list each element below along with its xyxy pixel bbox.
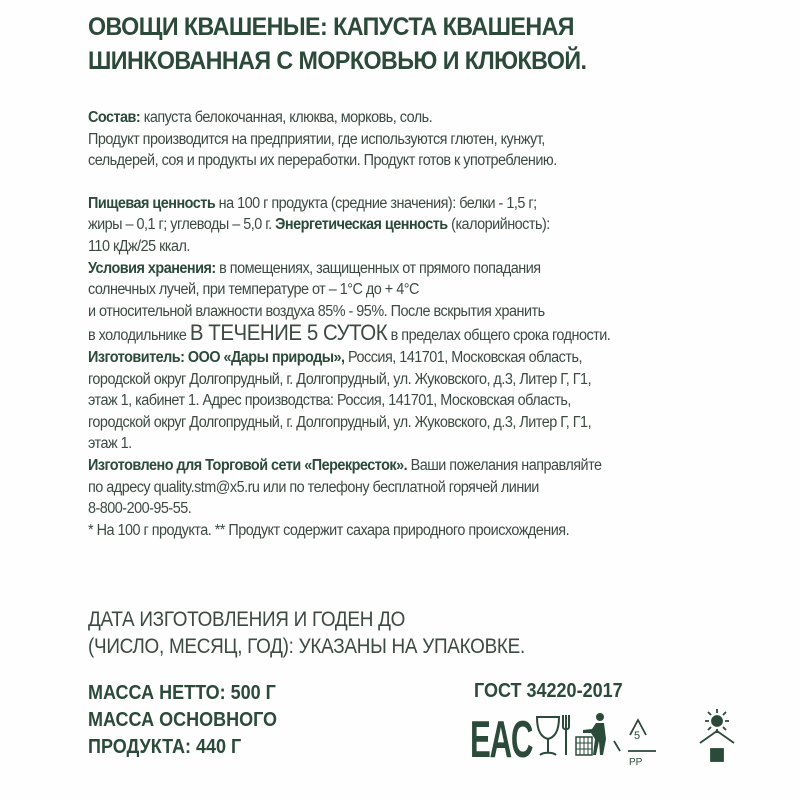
manufacturer-text: Россия, 141701, Московская область, <box>344 348 582 366</box>
composition <box>88 107 739 129</box>
date-line: (ЧИСЛО, МЕСЯЦ, ГОД): УКАЗАНЫ НА УПАКОВКЕ. <box>88 635 525 658</box>
food-safe-icon <box>537 715 569 755</box>
energy-value: 110 кДж/25 ккал. <box>88 237 190 255</box>
product-title <box>88 10 586 78</box>
nutrition-text: на 100 г продукта (средние значения): белки - 1,5 г; <box>215 194 537 212</box>
energy-label: Энергетическая ценность <box>275 216 448 234</box>
date-info <box>88 606 525 660</box>
storage-text: солнечных лучей, при температуре от – 1°С до + 4°С <box>88 281 419 299</box>
storage-line <box>88 322 739 347</box>
nutrition <box>88 193 739 215</box>
trash-bin-icon <box>576 713 606 755</box>
net-mass: МАССА НЕТТО: 500 Г <box>88 682 276 704</box>
mass-info <box>88 680 277 761</box>
recycle-material: PP <box>629 757 643 768</box>
hotline-phone: 8-800-200-95-55. <box>88 500 192 518</box>
certification-icons <box>470 705 750 775</box>
made-for-text: Ваши пожелания направляйте <box>407 456 602 474</box>
composition-text: капуста белокочанная, клюква, морковь, соль. <box>140 109 433 126</box>
allergen-text: сельдерей, соя и продукты их переработки. Продукт готов к употреблению. <box>88 152 557 170</box>
made-for <box>88 455 739 477</box>
allergen-text: Продукт производится на предприятии, где используются глютен, кунжут, <box>88 130 545 148</box>
contact-text: по адресу quality.stm@x5.ru или по телефону бесплатной горячей линии <box>88 478 539 496</box>
nutrition-text: жиры – 0,1 г; углеводы – 5,0 г. <box>88 216 276 234</box>
manufacturer-text: городской округ Долгопрудный, г. Долгопрудный, ул. Жуковского, д.3, Литер Г, Г1, <box>88 370 592 388</box>
manufacturer-text: этаж 1. <box>88 435 132 453</box>
recycle-pp-icon <box>614 720 656 768</box>
eac-icon: EAC <box>470 710 533 770</box>
date-line: ДАТА ИЗГОТОВЛЕНИЯ И ГОДЕН ДО <box>88 608 406 631</box>
title-line: ШИНКОВАННАЯ С МОРКОВЬЮ И КЛЮКВОЙ. <box>88 47 587 75</box>
title-line: ОВОЩИ КВАШЕНЫЕ: КАПУСТА КВАШЕНАЯ <box>88 13 574 41</box>
label-body <box>88 107 739 541</box>
footnote: * На 100 г продукта. ** Продукт содержит сахара природного происхождения. <box>88 521 570 539</box>
nutrition-line <box>88 214 739 236</box>
storage-text: и относительной влажности воздуха 85% - 95%. После вскрытия хранить <box>88 302 545 320</box>
nutrition-text: (калорийность): <box>447 216 550 234</box>
storage-text: в холодильнике <box>88 327 190 345</box>
storage-text: в помещениях, защищенных от прямого попадания <box>215 259 541 277</box>
storage-text: в пределах общего срока годности. <box>387 327 611 345</box>
gost-standard: ГОСТ 34220-2017 <box>474 680 623 702</box>
manufacturer <box>88 347 739 369</box>
composition-label: Состав: <box>88 109 141 126</box>
manufacturer-label: Изготовитель: ООО «Дары природы», <box>88 348 345 366</box>
storage <box>88 258 739 280</box>
manufacturer-text: городской округ Долгопрудный, г. Долгопрудный, ул. Жуковского, д.3, Литер Г, Г1, <box>88 413 592 431</box>
storage-label: Условия хранения: <box>88 259 216 277</box>
nutrition-label: Пищевая ценность <box>88 194 216 212</box>
storage-period: В ТЕЧЕНИЕ 5 СУТОК <box>189 320 388 346</box>
keep-from-sun-icon <box>700 709 734 761</box>
recycle-number: 5 <box>634 730 641 742</box>
manufacturer-text: этаж 1, кабинет 1. Адрес производства: Россия, 141701, Московская область, <box>88 392 571 410</box>
main-mass: ПРОДУКТА: 440 Г <box>88 736 242 758</box>
made-for-label: Изготовлено для Торговой сети «Перекресток». <box>88 456 408 474</box>
main-mass: МАССА ОСНОВНОГО <box>88 709 278 731</box>
